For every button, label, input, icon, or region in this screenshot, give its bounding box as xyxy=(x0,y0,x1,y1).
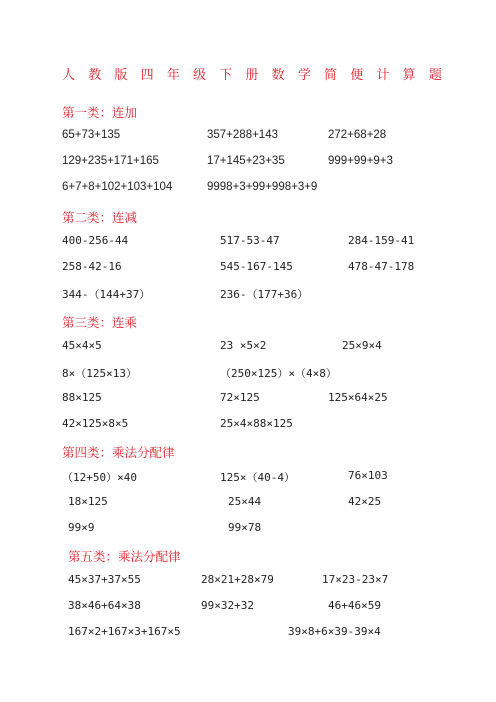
problem: 88×125 xyxy=(62,391,102,404)
problem: 357+288+143 xyxy=(207,129,278,141)
problem: 545-167-145 xyxy=(220,260,293,273)
problem: 400-256-44 xyxy=(62,234,129,247)
title-char: 数 xyxy=(271,68,285,83)
problem: 42×25 xyxy=(348,495,382,508)
title-char: 下 xyxy=(219,68,233,83)
problem-row xyxy=(0,599,496,617)
problem: 284-159-41 xyxy=(348,234,415,247)
problem: 17+145+23+35 xyxy=(207,155,285,167)
problem: 25×9×4 xyxy=(342,339,382,352)
problem: 76×103 xyxy=(348,469,388,482)
title-char: 算 xyxy=(402,68,416,83)
title-char: 学 xyxy=(297,68,311,83)
problem: 258-42-16 xyxy=(62,260,122,273)
problem: 99×78 xyxy=(228,521,262,534)
title-char: 年 xyxy=(166,68,180,83)
title-char: 人 xyxy=(62,68,76,83)
title-char: 级 xyxy=(193,68,207,83)
problem: （12+50）×40 xyxy=(62,471,137,484)
problem: 46+46×59 xyxy=(328,599,381,612)
problem: 99×9 xyxy=(68,521,95,534)
section-heading-4: 第四类：乘法分配律 xyxy=(62,445,175,460)
problem: 25×44 xyxy=(228,495,262,508)
problem: 18×125 xyxy=(68,495,108,508)
problem: 17×23-23×7 xyxy=(322,573,389,586)
title-char: 四 xyxy=(140,68,154,83)
title-char: 便 xyxy=(350,68,364,83)
problem-row xyxy=(0,234,496,252)
problem-row xyxy=(0,417,496,435)
problem: 23 ×5×2 xyxy=(220,339,267,352)
problem: 65+73+135 xyxy=(62,129,121,141)
problem: 99×32+32 xyxy=(201,599,254,612)
problem-row xyxy=(0,365,496,383)
problem: 999+99+9+3 xyxy=(328,155,393,167)
problem: 125×（40-4） xyxy=(220,471,295,484)
problem: （250×125）×（4×8） xyxy=(220,367,337,380)
problem: 72×125 xyxy=(220,391,260,404)
problem-row xyxy=(0,129,496,147)
section-heading-5: 第五类：乘法分配律 xyxy=(68,549,181,564)
problem-row xyxy=(0,495,496,513)
problem-row xyxy=(0,286,496,304)
problem: 28×21+28×79 xyxy=(201,573,274,586)
problem: 344-（144+37） xyxy=(62,288,151,301)
problem: 25×4×88×125 xyxy=(220,417,293,430)
page-title xyxy=(62,64,442,83)
problem: 478-47-178 xyxy=(348,260,415,273)
problem-row xyxy=(0,573,496,591)
problem: 8×（125×13） xyxy=(62,367,137,380)
problem: 517-53-47 xyxy=(220,234,280,247)
section-heading-3: 第三类：连乘 xyxy=(62,315,138,330)
problem: 9998+3+99+998+3+9 xyxy=(207,181,318,193)
section-heading-1: 第一类：连加 xyxy=(62,105,138,120)
problem: 125×64×25 xyxy=(328,391,388,404)
title-char: 计 xyxy=(376,68,390,83)
problem: 38×46+64×38 xyxy=(68,599,141,612)
problem: 45×4×5 xyxy=(62,339,102,352)
problem: 42×125×8×5 xyxy=(62,417,129,430)
problem-row xyxy=(0,625,496,643)
problem: 39×8+6×39-39×4 xyxy=(288,625,381,638)
title-char: 教 xyxy=(88,68,102,83)
problem: 167×2+167×3+167×5 xyxy=(68,625,181,638)
title-char: 册 xyxy=(245,68,259,83)
problem-row xyxy=(0,260,496,278)
problem-row xyxy=(0,391,496,409)
problem: 6+7+8+102+103+104 xyxy=(62,181,173,193)
problem-row xyxy=(0,469,496,487)
title-char: 版 xyxy=(114,68,128,83)
title-char: 简 xyxy=(324,68,338,83)
problem-row xyxy=(0,181,496,199)
section-heading-2: 第二类：连减 xyxy=(62,210,138,225)
problem-row xyxy=(0,339,496,357)
problem: 45×37+37×55 xyxy=(68,573,141,586)
problem-row xyxy=(0,521,496,539)
title-char: 题 xyxy=(428,68,442,83)
problem: 129+235+171+165 xyxy=(62,155,159,167)
problem: 236-（177+36） xyxy=(220,288,309,301)
problem: 272+68+28 xyxy=(328,129,387,141)
problem-row xyxy=(0,155,496,173)
